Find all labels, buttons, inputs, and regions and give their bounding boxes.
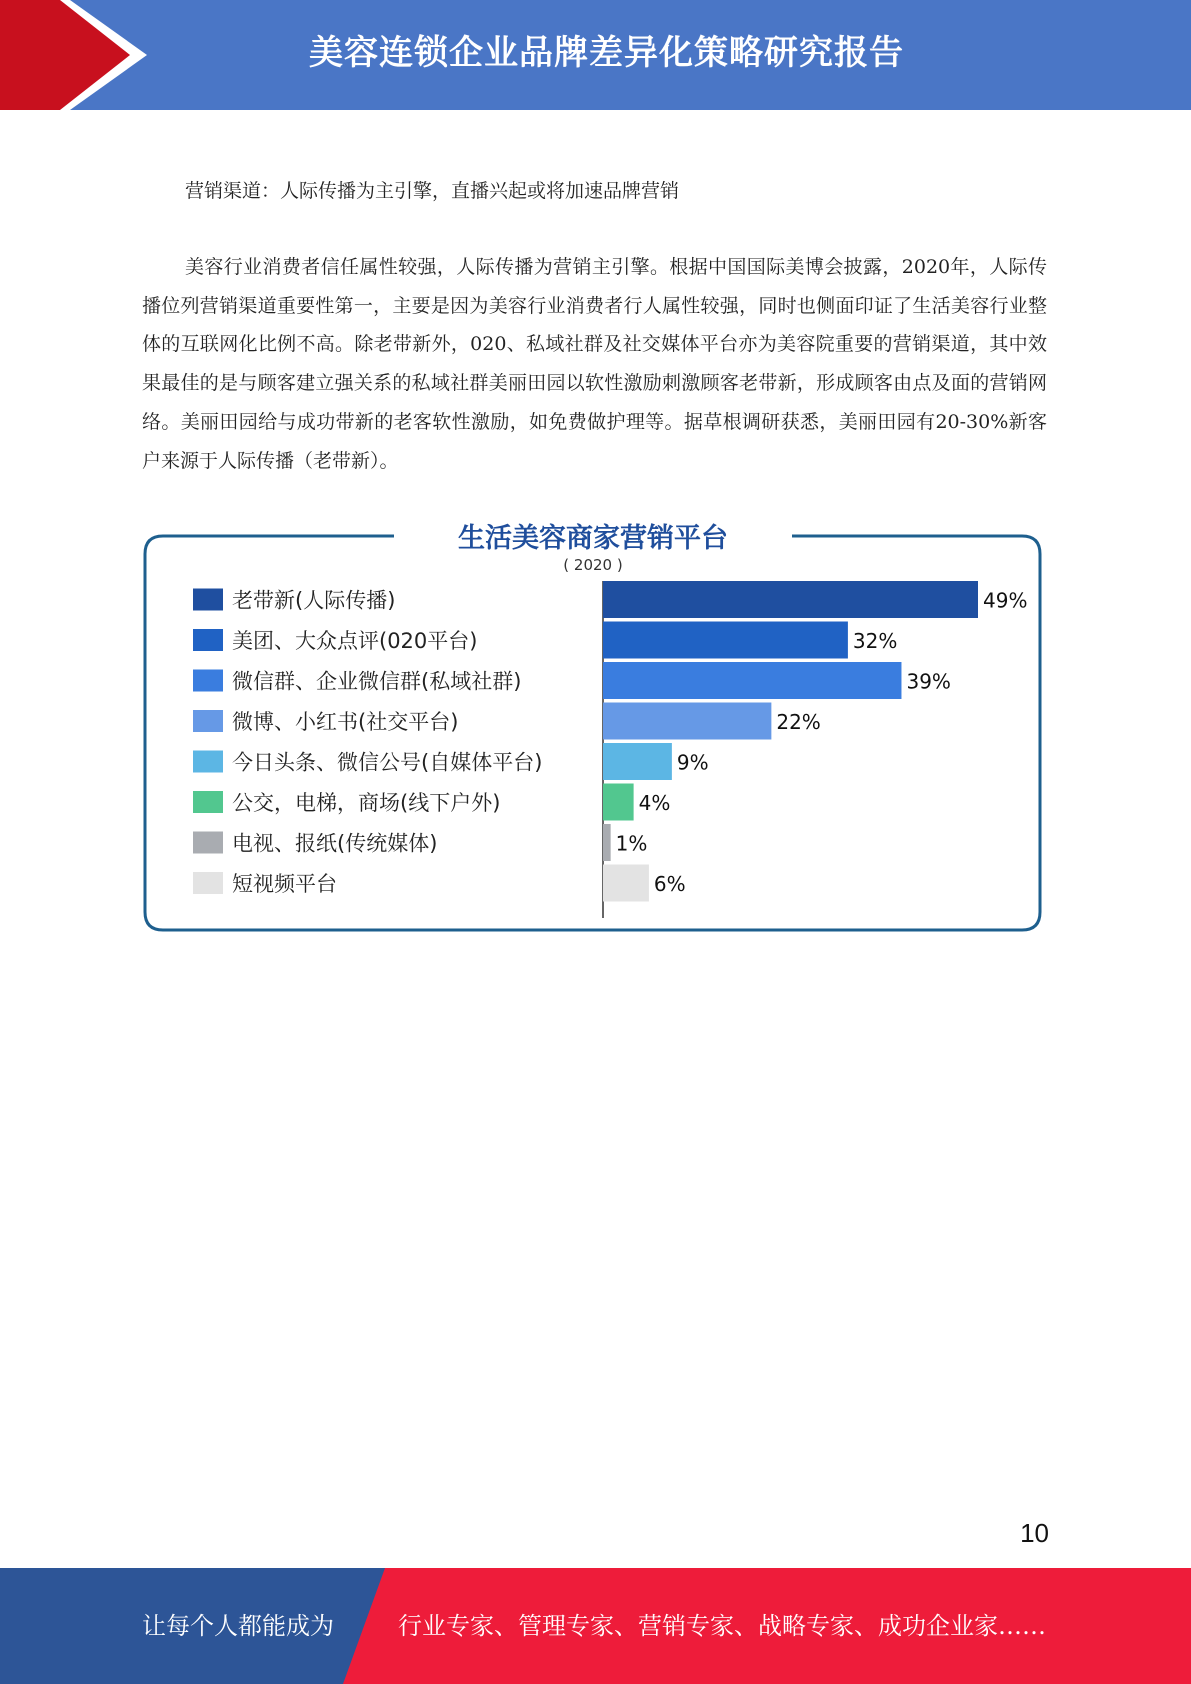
bar bbox=[603, 703, 771, 740]
chart-bars bbox=[603, 581, 1027, 902]
legend-label: 短视频平台 bbox=[232, 872, 337, 896]
bar bbox=[603, 622, 848, 659]
legend-label: 老带新(人际传播) bbox=[232, 588, 396, 613]
legend-label: 今日头条、微信公号(自媒体平台) bbox=[232, 750, 543, 775]
bar bbox=[603, 743, 672, 780]
chart-container bbox=[140, 516, 1046, 932]
legend-swatch bbox=[193, 872, 223, 894]
page-footer bbox=[0, 1568, 1191, 1684]
footer-slogan-left: 让每个人都能成为 bbox=[142, 1612, 334, 1640]
legend-label: 微博、小红书(社交平台) bbox=[232, 710, 459, 734]
bar-value-label: 6% bbox=[653, 872, 686, 896]
legend-swatch bbox=[193, 629, 223, 651]
bar bbox=[603, 824, 611, 861]
legend-swatch bbox=[193, 751, 223, 773]
page-number: 10 bbox=[1020, 1518, 1049, 1548]
chart-title: 生活美容商家营销平台 bbox=[458, 523, 728, 554]
body-paragraph: 美容行业消费者信任属性较强，人际传播为营销主引擎。根据中国国际美博会披露，2020年，人际传播位列营销渠道重要性第一，主要是因为美容行业消费者行人属性较强，同时也侧面印证了生活美容行业整体的互联网化比例不高。除老带新外，020、私域社群及社交媒体平台亦为美容院重要的营销渠道，其中效果最佳的是与顾客建立强关系的私域社群美丽田园以软性激励刺激顾客老带新，形成顾客由点及面的营销网络。美丽田园给与成功带新的老客软性激励，如免费做护理等。据草根调研获悉，美丽田园有20-30%新客户来源于人际传播（老带新）。 bbox=[142, 256, 1047, 472]
legend-swatch bbox=[193, 710, 223, 732]
bar bbox=[603, 581, 978, 618]
bar-value-label: 4% bbox=[638, 791, 671, 815]
legend-swatch bbox=[193, 589, 223, 611]
bar-chart bbox=[140, 516, 1046, 932]
legend-swatch bbox=[193, 670, 223, 692]
bar-value-label: 22% bbox=[776, 710, 821, 734]
chart-legend bbox=[193, 589, 542, 897]
legend-label: 微信群、企业微信群(私域社群) bbox=[232, 669, 522, 694]
legend-label: 美团、大众点评(020平台) bbox=[232, 629, 478, 653]
bar-value-label: 39% bbox=[906, 669, 951, 694]
legend-label: 公交，电梯，商场(线下户外) bbox=[232, 791, 501, 815]
bar-value-label: 1% bbox=[615, 831, 648, 856]
bar bbox=[603, 662, 901, 699]
legend-swatch bbox=[193, 832, 223, 854]
bar bbox=[603, 784, 634, 821]
section-subtitle: 营销渠道：人际传播为主引擎，直播兴起或将加速品牌营销 bbox=[185, 180, 680, 202]
bar-value-label: 49% bbox=[983, 588, 1028, 613]
bar-value-label: 9% bbox=[676, 750, 709, 775]
legend-swatch bbox=[193, 791, 223, 813]
page-header bbox=[0, 0, 1191, 110]
footer-slogan-right: 行业专家、管理专家、营销专家、战略专家、成功企业家…… bbox=[398, 1612, 1046, 1640]
bar bbox=[603, 865, 649, 902]
chart-subtitle: ( 2020 ) bbox=[563, 556, 623, 574]
report-title: 美容连锁企业品牌差异化策略研究报告 bbox=[309, 33, 904, 73]
legend-label: 电视、报纸(传统媒体) bbox=[232, 831, 438, 856]
bar-value-label: 32% bbox=[852, 629, 898, 653]
